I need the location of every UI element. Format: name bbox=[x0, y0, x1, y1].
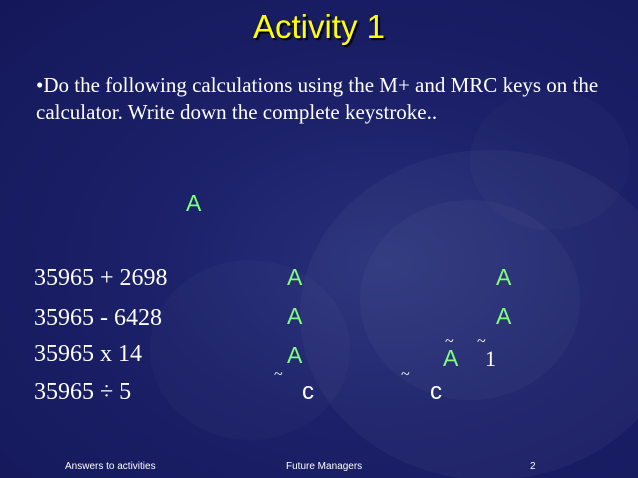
background-swirl bbox=[150, 260, 350, 440]
background-swirl bbox=[300, 150, 638, 478]
row3-tilde-1: ~ bbox=[445, 333, 454, 350]
row1-glyph-2: A bbox=[496, 264, 512, 290]
calculation-3: 35965 x 14 bbox=[34, 341, 142, 367]
row2-glyph-1: A bbox=[287, 303, 303, 329]
footer-center: Future Managers bbox=[286, 461, 363, 472]
footer-left: Answers to activities bbox=[65, 461, 156, 472]
header-glyph: A bbox=[186, 190, 202, 216]
row4-tilde-2: ~ bbox=[401, 366, 410, 383]
row2-glyph-2: A bbox=[496, 303, 512, 329]
row3-tilde-2: ~ bbox=[477, 333, 486, 350]
row3-glyph-3: 1 bbox=[485, 346, 496, 371]
instruction-bullet: •Do the following calculations using the M+ and MRC keys on the calculator. Write down the complete keystroke.. bbox=[36, 73, 599, 124]
slide-number: 2 bbox=[530, 461, 536, 472]
calculation-2: 35965 - 6428 bbox=[34, 305, 162, 331]
background-swirl bbox=[360, 200, 580, 400]
calculation-1: 35965 + 2698 bbox=[34, 265, 168, 291]
row3-glyph-1: A bbox=[287, 342, 303, 368]
row4-glyph-1: c bbox=[302, 378, 314, 405]
row4-glyph-2: c bbox=[430, 378, 442, 405]
row3-glyph-2: A bbox=[443, 345, 459, 371]
row1-glyph-1: A bbox=[287, 264, 303, 290]
row4-tilde-1: ~ bbox=[274, 366, 283, 383]
calculation-4: 35965 ÷ 5 bbox=[34, 379, 132, 405]
slide-title: Activity 1 bbox=[252, 8, 386, 45]
